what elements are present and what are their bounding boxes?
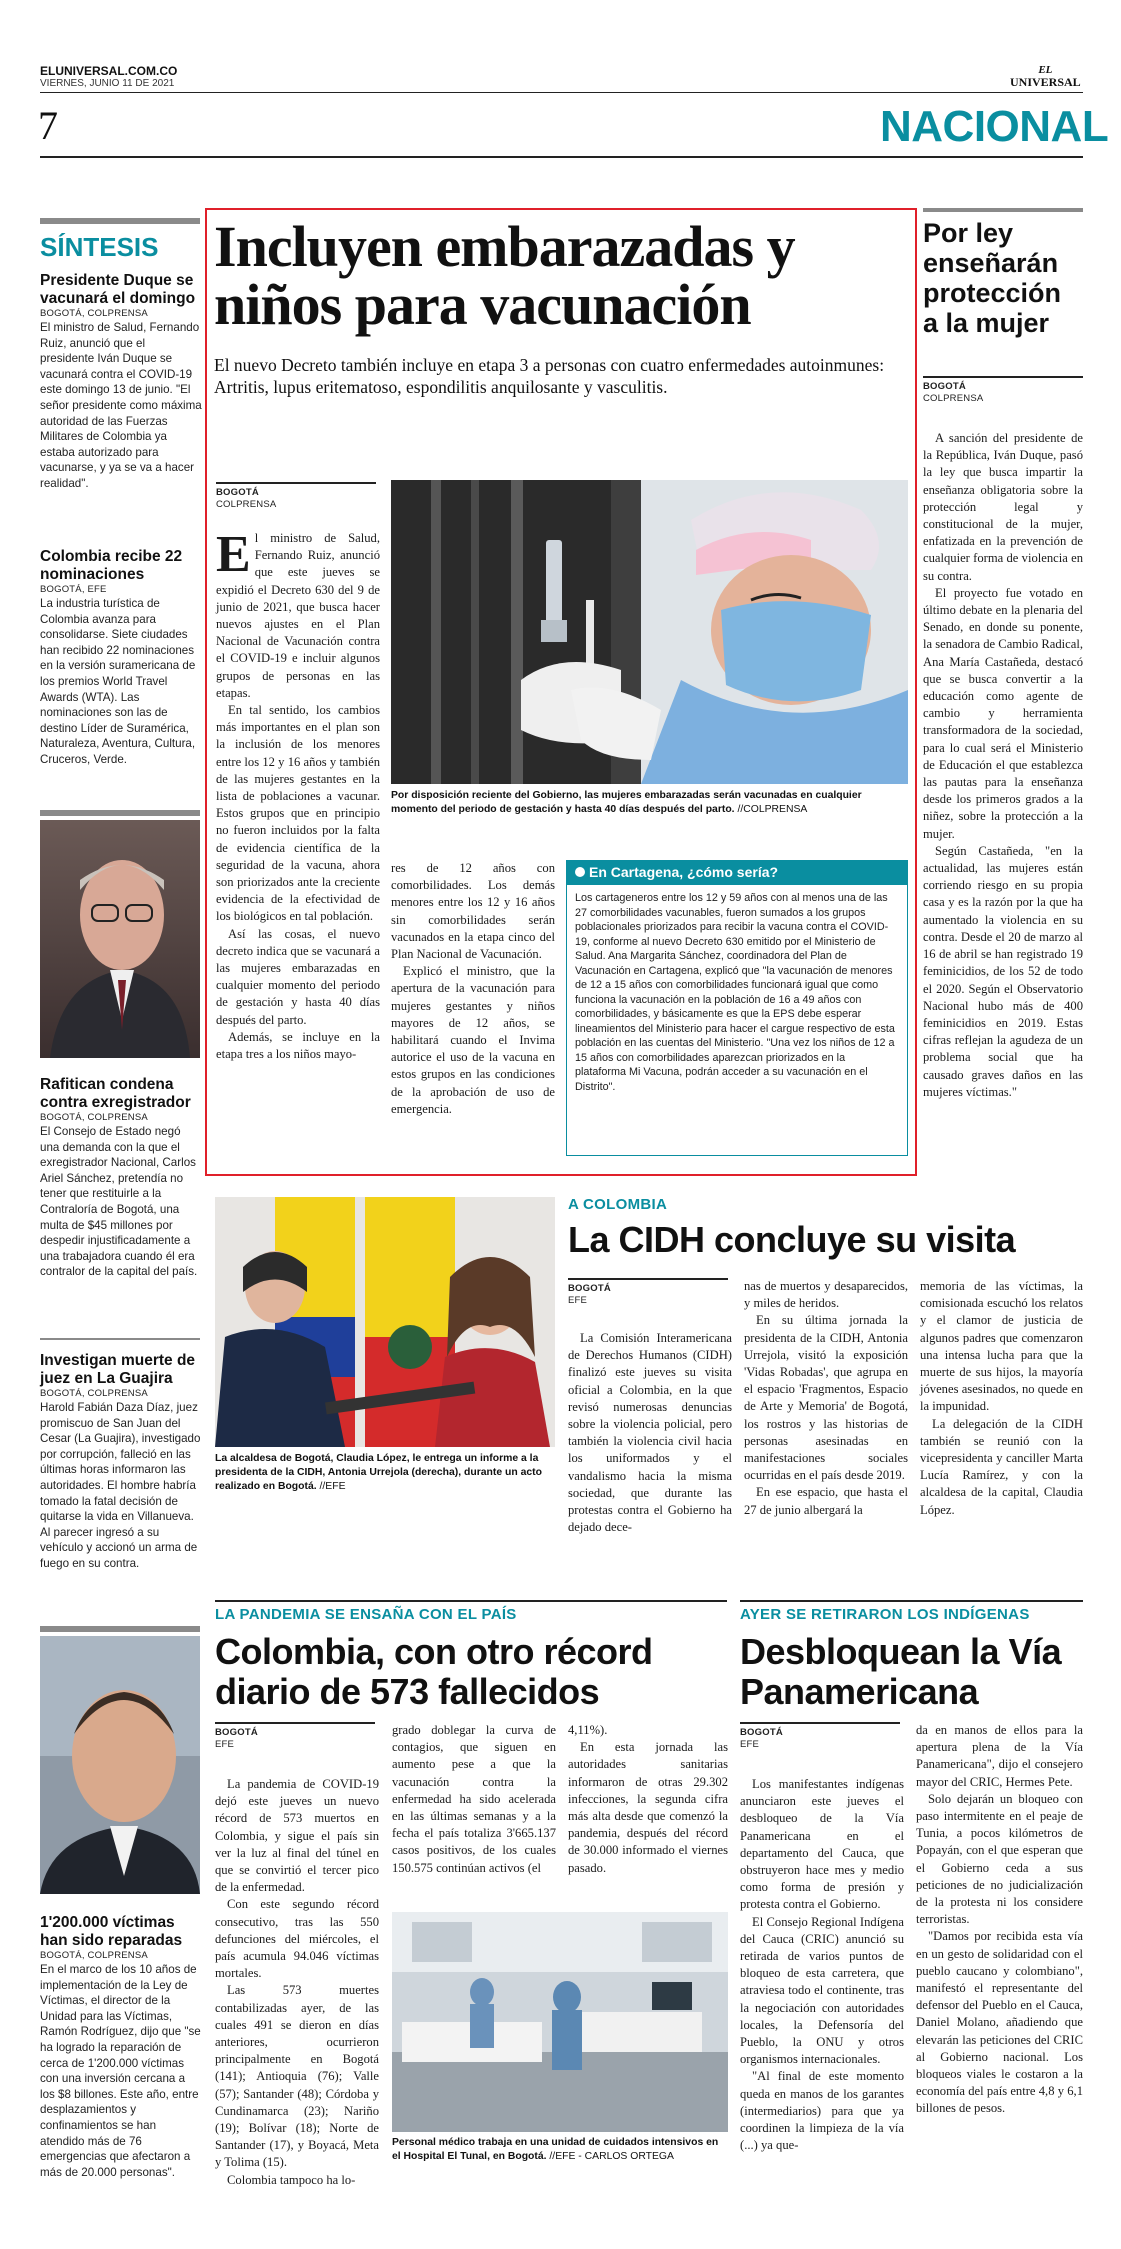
cidh-kicker: A COLOMBIA bbox=[568, 1196, 668, 1213]
indigenas-paragraph: Solo dejarán un bloqueo con paso intermitente en el peaje de Tunia, a pocos kilómetros de Popayán, con el que esperan que el Gobierno ceda a sus peticiones de no judicialización de la protesta ni los considere terroristas. bbox=[916, 1791, 1083, 1927]
indigenas-headline[interactable]: Desbloquean la Vía Panamericana bbox=[740, 1631, 1062, 1712]
main-location: BOGOTÁ bbox=[216, 487, 259, 498]
photo-credit: //EFE - CARLOS ORTEGA bbox=[549, 2151, 674, 2162]
cartagena-box-text: Los cartageneros entre los 12 y 59 años con al menos una de las 27 comorbilidades vacunables, fueron sumados a los grupos poblacionales priorizados para recibir la vacuna contra el COVID-19, conforme al nuevo Decreto 630 emitido por el Ministerio de Salud. Ana Margarita Sánchez, coordinadora del Plan de Vacunación en Cartagena, explicó que "la vacunación de menores de 12 a 15 años con comorbilidades funcionará igual que como funciona la vacunación en la población de 16 a 49 años con comorbilidades, y básicamente es que la EPS debe esperar lineamientos del Ministerio para hacer el cargue respectivo de esta población en las cuentas del Ministerio. "Una vez los niños de 12 a 15 años con comorbilidades aparezcan priorizados en la plataforma Mi Vacuna, podrán acceder a su vacunación en el Distrito". bbox=[575, 892, 895, 1093]
main-paragraph: Además, se incluye en la etapa tres a los niños mayo- bbox=[216, 1029, 380, 1062]
sintesis-divider bbox=[40, 1626, 200, 1632]
right-byline bbox=[923, 376, 1083, 405]
main-col1 bbox=[216, 526, 380, 1063]
sintesis-location: BOGOTÁ, EFE bbox=[40, 584, 107, 595]
issue-date: VIERNES, JUNIO 11 DE 2021 bbox=[40, 78, 175, 89]
covid-paragraph: Colombia tampoco ha lo- bbox=[227, 2172, 356, 2187]
sintesis-item bbox=[40, 1352, 202, 1572]
main-paragraph: l ministro de Salud, Fernando Ruiz, anunció que este jueves se expidió el Decreto 630 del 9 de junio de 2021, que busca hacer nuevos ajustes en el Plan Nacional de Vacunación contra el COVID-19 e incluir algunos grupos de personas en las etapas. bbox=[216, 531, 380, 700]
covid-headline[interactable]: Colombia, con otro récord diario de 573 fallecidos bbox=[215, 1631, 653, 1712]
covid-paragraph: En esta jornada las autoridades sanitarias informaron de otras 29.302 infecciones, la segunda cifra más alta desde que comenzó la pandemia, después del récord de 30.000 informado el viernes pasado. bbox=[568, 1740, 728, 1875]
indigenas-paragraph: "Al final de este momento queda en manos de los garantes (intermediarios) para que ya coordinen la limpieza de la vía (...) ya que- bbox=[740, 2069, 904, 2153]
indigenas-paragraph: Los manifestantes indígenas anunciaron este jueves el desbloqueo de la Vía Panamericana en el departamento del Cauca, que obstruyeron hace mes y medio como forma de presión y protesta contra el Gobierno. bbox=[740, 1777, 904, 1912]
portrait-photo-exregistrador bbox=[40, 820, 200, 1058]
right-agency: COLPRENSA bbox=[923, 393, 984, 404]
caption-text: Personal médico trabaja en una unidad de cuidados intensivos en el Hospital El Tunal, en Bogotá. bbox=[392, 2137, 719, 2162]
cidh-col3 bbox=[920, 1278, 1083, 1519]
sintesis-top-rule bbox=[40, 218, 200, 224]
indigenas-col1 bbox=[740, 1776, 904, 2154]
cidh-photo-caption bbox=[215, 1452, 555, 1494]
sintesis-divider bbox=[40, 1338, 200, 1340]
portrait-photo-victimas-director bbox=[40, 1636, 200, 1894]
covid-photo-icu bbox=[392, 1912, 728, 2132]
indigenas-agency: EFE bbox=[740, 1739, 760, 1750]
sintesis-location: BOGOTÁ, COLPRENSA bbox=[40, 1112, 148, 1123]
right-headline[interactable]: Por ley enseñarán protección a la mujer bbox=[923, 218, 1062, 338]
right-story-text bbox=[923, 430, 1083, 1101]
sintesis-location: BOGOTÁ, COLPRENSA bbox=[40, 308, 148, 319]
header-bottom-rule bbox=[40, 156, 1083, 158]
sintesis-text: En el marco de los 10 años de implementación de la Ley de Víctimas, el director de la Unidad para las Víctimas, Ramón Rodríguez, dijo que "se ha logrado la reparación de cerca de 1'200.000 víctimas con una inversión cercana a los $8 billones. Este año, entre desplazamientos y confinamientos se han atendido más de 76 emergencias que afectaron a más de 20.000 personas". bbox=[40, 1963, 201, 2179]
section-title: NACIONAL bbox=[880, 102, 1109, 151]
main-paragraph: res de 12 años con comorbilidades. Los demás menores entre los 12 y 16 años sin comorbilidades serán vacunados en la etapa cinco del Plan Nacional de Vacunación. bbox=[391, 861, 555, 962]
right-location: BOGOTÁ bbox=[923, 381, 966, 392]
cidh-location: BOGOTÁ bbox=[568, 1283, 611, 1294]
covid-top-rule bbox=[215, 1600, 727, 1602]
cidh-headline[interactable]: La CIDH concluye su visita bbox=[568, 1219, 1016, 1260]
covid-kicker: LA PANDEMIA SE ENSAÑA CON EL PAÍS bbox=[215, 1606, 517, 1623]
main-paragraph: En tal sentido, los cambios más importantes en el plan son la inclusión de los menores entre los 12 y 16 años y también de las mujeres gestantes en la lista de poblaciones a vacunar. Estos grupos que en principio no fueron incluidos por la falta de evidencia científica de la seguridad de la vacuna, ahora son priorizados ante la creciente evidencia de la efectividad de los biológicos en tal población. bbox=[216, 703, 380, 924]
covid-col2 bbox=[392, 1722, 556, 1877]
main-byline bbox=[216, 482, 376, 511]
covid-col1 bbox=[215, 1776, 379, 2189]
sintesis-item bbox=[40, 548, 202, 768]
covid-paragraph: Con este segundo récord consecutivo, tras las 550 defunciones del miércoles, el país acumula 94.046 víctimas mortales. bbox=[215, 1897, 379, 1981]
main-col2-text bbox=[391, 860, 555, 1118]
sintesis-item bbox=[40, 1076, 202, 1280]
right-paragraph: El proyecto fue votado en último debate en la plenaria del Senado, en donde su ponente, la senadora de Cambio Radical, Ana María Castañeda, destacó que se busca convertir a la educación como agente de cambio y herramienta transformadora de la sociedad, para lo cual será el Ministerio de Educación el que establezca las pautas para la enseñanza desde los primeros grados a la niñez, sobre la protección a la mujer. bbox=[923, 585, 1083, 841]
cidh-paragraph: En su última jornada la presidenta de la CIDH, Antonia Urrejola, visitó la exposición 'Vidas Robadas', que agrupa en el espacio 'Fragmentos, Espacio de Arte y Memoria' de Bogotá, los rostros y las historias de personas asesinadas en manifestaciones sociales ocurridas en el país desde 2019. bbox=[744, 1313, 908, 1483]
site-url[interactable]: ELUNIVERSAL.COM.CO bbox=[40, 64, 178, 78]
sintesis-item bbox=[40, 272, 202, 492]
main-headline[interactable]: Incluyen embarazadas y niños para vacunación bbox=[214, 214, 795, 337]
cidh-photo bbox=[215, 1197, 555, 1447]
main-col1-text bbox=[216, 526, 380, 1063]
main-col2 bbox=[391, 860, 555, 1118]
sintesis-text: El Consejo de Estado negó una demanda con la que el exregistrador Nacional, Carlos Ariel Sánchez, pretendía no tener que restituirle a la Contraloría de Bogotá, una multa de $45 millones por despedir injustificadamente a una trabajadora cuando él era contralor de la capital del país. bbox=[40, 1125, 198, 1279]
cidh-col2 bbox=[744, 1278, 908, 1519]
sintesis-headline[interactable]: Investigan muerte de juez en La Guajira bbox=[40, 1352, 196, 1387]
photo-credit: //COLPRENSA bbox=[737, 804, 808, 815]
newspaper-logo bbox=[1010, 64, 1081, 88]
right-paragraph: Según Castañeda, "en la actualidad, las mujeres están corriendo riesgo en su propia casa y es la razón por la que ha aumentado la violencia en su contra. Desde el 20 de marzo al 16 de abril se han registrado 19 feminicidios, de los 52 de todo el 2020. Según el Observatorio Nacional hubo más de 400 feminicidios en 2019. Estas cifras reflejan la agudeza de un problema social que ha causado graves daños en las mujeres víctimas." bbox=[923, 843, 1083, 1099]
sintesis-item bbox=[40, 1914, 202, 2180]
cartagena-box-header bbox=[567, 861, 907, 885]
cartagena-box-title: En Cartagena, ¿cómo sería? bbox=[589, 864, 779, 880]
covid-paragraph: La pandemia de COVID-19 dejó este jueves un nuevo récord de 573 muertos en Colombia, y sigue el país sin ver la luz al final del túnel en que se convirtió el tercer pico de la enfermedad. bbox=[215, 1777, 379, 1895]
indigenas-paragraph: da en manos de ellos para la apertura plena de la Vía Panamericana", dijo el consejero mayor del CRIC, Hermes Pete. bbox=[916, 1723, 1083, 1789]
sintesis-location: BOGOTÁ, COLPRENSA bbox=[40, 1388, 148, 1399]
main-paragraph: Así las cosas, el nuevo decreto indica que se vacunará a las mujeres embarazadas en cualquier momento del periodo de gestación y hasta 40 días después del parto. bbox=[216, 926, 380, 1027]
main-photo-caption bbox=[391, 789, 908, 817]
cidh-paragraph: En ese espacio, que hasta el 27 de junio albergará la bbox=[744, 1485, 908, 1517]
indigenas-col2 bbox=[916, 1722, 1083, 2118]
photo-credit: //EFE bbox=[319, 1481, 346, 1492]
cidh-paragraph: La delegación de la CIDH también se reunió con la vicepresidenta y canciller Marta Lucía Ramírez, y con la alcaldesa de la capital, Claudia López. bbox=[920, 1416, 1083, 1517]
right-top-rule bbox=[923, 208, 1083, 212]
indigenas-paragraph: "Damos por recibida esta vía en un gesto de solidaridad con el pueblo caucano y colombiano", manifestó el representante del defensor del Pueblo en el Cauca, Daniel Molano, añadiendo que elevarán las peticiones del CRIC al Gobierno nacional. Los bloqueos viales le costaron a la economía del país entre 4,8 y 6,1 billones de pesos. bbox=[916, 1929, 1083, 2116]
cidh-byline bbox=[568, 1278, 728, 1307]
sintesis-location: BOGOTÁ, COLPRENSA bbox=[40, 1950, 148, 1961]
indigenas-byline bbox=[740, 1722, 900, 1751]
sintesis-text: El ministro de Salud, Fernando Ruiz, anunció que el presidente Iván Duque se vacunará contra el COVID-19 este domingo 13 de junio. "El señor presidente como máxima autoridad de las Fuerzas Militares de Colombia ya estaba autorizado para vacunarse, y ya se va a hacer realidad". bbox=[40, 321, 202, 490]
covid-byline bbox=[215, 1722, 375, 1751]
covid-paragraph: 4,11%). bbox=[568, 1723, 608, 1737]
circle-bullet-icon bbox=[575, 867, 585, 877]
cidh-agency: EFE bbox=[568, 1295, 588, 1306]
indigenas-top-rule bbox=[740, 1600, 1083, 1602]
main-photo-vaccine bbox=[391, 480, 908, 784]
sintesis-headline[interactable]: Presidente Duque se vacunará el domingo bbox=[40, 272, 196, 307]
cidh-paragraph: nas de muertos y desaparecidos, y miles de heridos. bbox=[744, 1279, 908, 1311]
covid-col3 bbox=[568, 1722, 728, 1877]
indigenas-paragraph: El Consejo Regional Indígena del Cauca (CRIC) anunció su retirada de varios puntos de bloqueo de esta carretera, que atraviesa todo el continente, tras la negociación con autoridades locales, la Defensoría del Pueblo, la ONU y otros organismos internacionales. bbox=[740, 1914, 904, 2067]
sintesis-text: La industria turística de Colombia avanza para consolidarse. Siete ciudades han recibido 22 nominaciones en la versión suramericana de los premios World Travel Awards (WTA). Las nominaciones son las de destino Líder de Suramérica, Naturaleza, Aventura, Cultura, Cruceros, Verde. bbox=[40, 597, 196, 766]
main-deck: El nuevo Decreto también incluye en etapa 3 a personas con cuatro enfermedades autoinmunes: Artritis, lupus eritematoso, espondilitis anquilosante y vasculitis. bbox=[214, 355, 885, 397]
cidh-col1 bbox=[568, 1330, 732, 1536]
dropcap: E bbox=[216, 526, 251, 583]
covid-agency: EFE bbox=[215, 1739, 235, 1750]
header-rule bbox=[40, 92, 1083, 93]
main-agency: COLPRENSA bbox=[216, 499, 277, 510]
caption-text: La alcaldesa de Bogotá, Claudia López, le entrega un informe a la presidenta de la CIDH, Antonia Urrejola (derecha), durante un acto realizado en Bogotá. bbox=[215, 1453, 542, 1492]
indigenas-location: BOGOTÁ bbox=[740, 1727, 783, 1738]
caption-text: Por disposición reciente del Gobierno, las mujeres embarazadas serán vacunadas en cualquier momento del periodo de gestación y hasta 40 días después del parto. bbox=[391, 790, 862, 815]
cidh-paragraph: memoria de las víctimas, la comisionada escuchó los relatos y el clamor de justicia de algunos padres que comenzaron una intensa lucha para que la muerte de sus hijos, la mayoría jóvenes asesinados, no quede en la impunidad. bbox=[920, 1279, 1083, 1414]
sintesis-title: SÍNTESIS bbox=[40, 232, 159, 262]
sintesis-headline[interactable]: Rafitican condena contra exregistrador bbox=[40, 1076, 191, 1111]
main-paragraph: Explicó el ministro, que la apertura de la vacunación para mujeres gestantes y niños mayores de 12 años, se habilitará cuando el Invima autorice el uso de la vacuna en estos grupos en las condiciones de la aprobación de uso de emergencia. bbox=[391, 964, 555, 1116]
covid-location: BOGOTÁ bbox=[215, 1727, 258, 1738]
sintesis-text: Harold Fabián Daza Díaz, juez promiscuo de San Juan del Cesar (La Guajira), investigado por corrupción, falleció en las últimas horas informaron las autoridades. El hombre habría tomado la fatal decisión de quitarse la vida en Villanueva. Al parecer ingresó a su vehículo y accionó un arma de fuego en su contra. bbox=[40, 1401, 201, 1570]
covid-photo-caption bbox=[392, 2136, 728, 2164]
right-paragraph: A sanción del presidente de la República, Iván Duque, pasó la ley que busca impartir la enseñanza obligatoria sobre la protección legal y constitucional de la mujer, enfatizada en la prevención de cualquier forma de violencia en su contra. bbox=[923, 431, 1083, 583]
covid-paragraph: Las 573 muertes contabilizadas ayer, de las cuales 491 se dieron en días anteriores, ocurrieron principalmente en Bogotá (141); Antioquia (76); Valle (57); Santander (48); Córdoba y Cundinamarca (23); Nariño (19); Bolívar (18); Norte de Santander (17), y Boyacá, Meta y Tolima (15). bbox=[215, 1983, 379, 2170]
sintesis-divider bbox=[40, 810, 200, 816]
logo-top: EL bbox=[1038, 64, 1053, 76]
cartagena-box bbox=[566, 860, 908, 1156]
page-number: 7 bbox=[38, 103, 58, 148]
cidh-paragraph: La Comisión Interamericana de Derechos Humanos (CIDH) finalizó este jueves su visita oficial a Colombia, en la que revisó numerosas denuncias sobre la violencia policial, pero también la violencia civil hacia los uniformados y el vandalismo hacia la misma sociedad, que durante las protestas contra el Gobierno ha dejado dece- bbox=[568, 1331, 732, 1535]
sintesis-headline[interactable]: Colombia recibe 22 nominaciones bbox=[40, 548, 183, 583]
indigenas-kicker: AYER SE RETIRARON LOS INDÍGENAS bbox=[740, 1606, 1030, 1623]
sintesis-headline[interactable]: 1'200.000 víctimas han sido reparadas bbox=[40, 1914, 183, 1949]
logo-bottom: UNIVERSAL bbox=[1010, 75, 1081, 89]
covid-paragraph: grado doblegar la curva de contagios, que siguen en aumento pese a que la vacunación contra la enfermedad ha sido acelerada en las últimas semanas y a la fecha el país totaliza 3'665.137 casos positivos, de los cuales 150.575 continúan activos (el bbox=[392, 1723, 556, 1875]
